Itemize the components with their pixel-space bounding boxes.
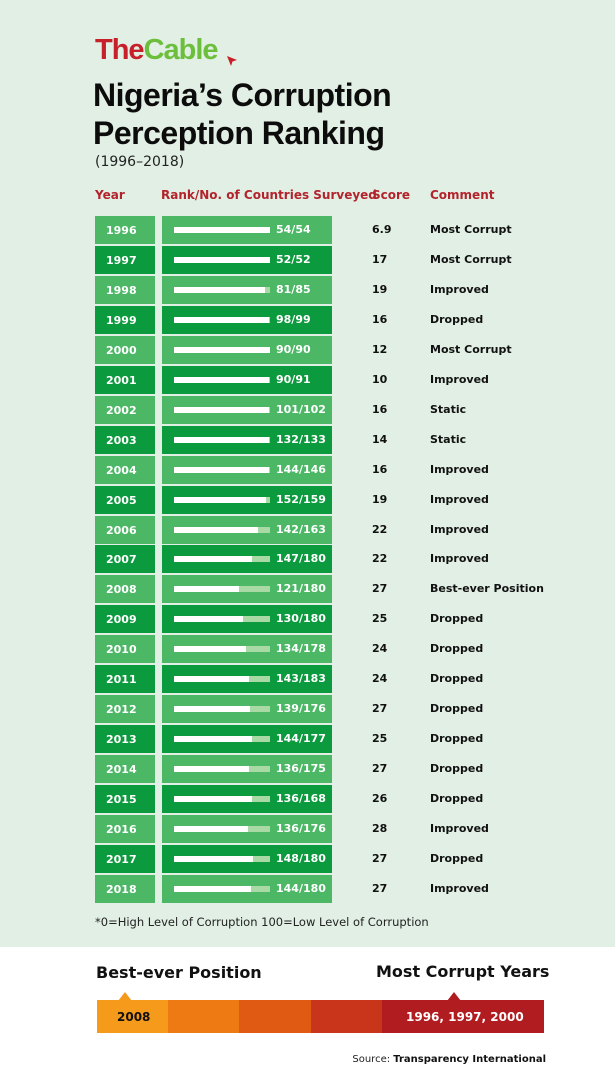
rank-cell bbox=[162, 725, 332, 753]
page-title-line2: Perception Ranking bbox=[93, 115, 385, 151]
year-cell: 2017 bbox=[95, 845, 155, 873]
rank-bar bbox=[174, 766, 249, 772]
rank-bar-track bbox=[174, 646, 270, 652]
year-cell: 2010 bbox=[95, 635, 155, 663]
score-cell: 25 bbox=[372, 612, 388, 625]
rank-cell bbox=[162, 875, 332, 903]
score-cell: 14 bbox=[372, 433, 388, 446]
rank-cell bbox=[162, 665, 332, 693]
year-cell: 2005 bbox=[95, 486, 155, 514]
year-cell: 2013 bbox=[95, 725, 155, 753]
comment-cell: Static bbox=[430, 433, 467, 446]
cursor-arrow-icon bbox=[226, 55, 238, 67]
score-cell: 27 bbox=[372, 852, 388, 865]
rank-bar-track bbox=[174, 886, 270, 892]
comment-cell: Dropped bbox=[430, 612, 484, 625]
year-cell: 2011 bbox=[95, 665, 155, 693]
score-cell: 28 bbox=[372, 822, 388, 835]
comment-cell: Dropped bbox=[430, 792, 484, 805]
score-cell: 16 bbox=[372, 313, 388, 326]
rank-cell bbox=[162, 426, 332, 454]
rank-label: 98/99 bbox=[276, 313, 311, 326]
source-credit bbox=[352, 1054, 546, 1065]
score-cell: 6.9 bbox=[372, 223, 392, 236]
rank-bar-track bbox=[174, 257, 270, 263]
comment-cell: Improved bbox=[430, 493, 489, 506]
comment-cell: Improved bbox=[430, 283, 489, 296]
rank-label: 139/176 bbox=[276, 702, 326, 715]
rank-label: 90/91 bbox=[276, 373, 311, 386]
rank-bar bbox=[174, 796, 252, 802]
rank-cell bbox=[162, 486, 332, 514]
rank-bar bbox=[174, 826, 248, 832]
rank-bar bbox=[174, 856, 253, 862]
rank-label: 148/180 bbox=[276, 852, 326, 865]
rank-cell bbox=[162, 785, 332, 813]
year-cell: 1997 bbox=[95, 246, 155, 274]
rank-label: 144/177 bbox=[276, 732, 326, 745]
source-name: Transparency International bbox=[393, 1054, 546, 1065]
rank-cell bbox=[162, 456, 332, 484]
rank-cell bbox=[162, 755, 332, 783]
rank-bar-track bbox=[174, 527, 270, 533]
rank-cell bbox=[162, 276, 332, 304]
rank-bar bbox=[174, 676, 249, 682]
rank-cell bbox=[162, 815, 332, 843]
rank-label: 81/85 bbox=[276, 283, 311, 296]
rank-label: 142/163 bbox=[276, 523, 326, 536]
rank-label: 54/54 bbox=[276, 223, 311, 236]
score-cell: 27 bbox=[372, 762, 388, 775]
rank-bar bbox=[174, 437, 269, 443]
comment-cell: Dropped bbox=[430, 732, 484, 745]
footnote: *0=High Level of Corruption 100=Low Level of Corruption bbox=[95, 915, 429, 929]
comment-cell: Dropped bbox=[430, 672, 484, 685]
rank-cell bbox=[162, 575, 332, 603]
page-subtitle: (1996–2018) bbox=[95, 154, 185, 170]
year-cell: 2004 bbox=[95, 456, 155, 484]
rank-bar-track bbox=[174, 556, 270, 562]
year-cell: 2018 bbox=[95, 875, 155, 903]
source-prefix: Source: bbox=[352, 1054, 394, 1065]
rank-cell bbox=[162, 605, 332, 633]
rank-label: 136/176 bbox=[276, 822, 326, 835]
rank-cell bbox=[162, 306, 332, 334]
rank-bar-track bbox=[174, 497, 270, 503]
rank-label: 52/52 bbox=[276, 253, 311, 266]
year-cell: 2007 bbox=[95, 545, 155, 573]
rank-bar-track bbox=[174, 616, 270, 622]
legend-worst-value: 1996, 1997, 2000 bbox=[406, 1010, 524, 1024]
rank-bar-track bbox=[174, 736, 270, 742]
rank-bar-track bbox=[174, 856, 270, 862]
score-cell: 27 bbox=[372, 882, 388, 895]
rank-bar bbox=[174, 497, 266, 503]
header-comment: Comment bbox=[430, 188, 495, 202]
comment-cell: Most Corrupt bbox=[430, 343, 512, 356]
year-cell: 1996 bbox=[95, 216, 155, 244]
rank-label: 134/178 bbox=[276, 642, 326, 655]
rank-label: 121/180 bbox=[276, 582, 326, 595]
rank-bar-track bbox=[174, 826, 270, 832]
year-cell: 2001 bbox=[95, 366, 155, 394]
rank-label: 147/180 bbox=[276, 552, 326, 565]
rank-label: 144/180 bbox=[276, 882, 326, 895]
comment-cell: Improved bbox=[430, 523, 489, 536]
rank-label: 136/168 bbox=[276, 792, 326, 805]
rank-bar-track bbox=[174, 676, 270, 682]
rank-bar bbox=[174, 646, 246, 652]
rank-bar bbox=[174, 377, 269, 383]
rank-label: 143/183 bbox=[276, 672, 326, 685]
rank-bar-track bbox=[174, 287, 270, 293]
comment-cell: Improved bbox=[430, 822, 489, 835]
comment-cell: Dropped bbox=[430, 762, 484, 775]
score-cell: 27 bbox=[372, 582, 388, 595]
rank-cell bbox=[162, 516, 332, 544]
year-cell: 2000 bbox=[95, 336, 155, 364]
comment-cell: Static bbox=[430, 403, 467, 416]
year-cell: 2015 bbox=[95, 785, 155, 813]
score-cell: 17 bbox=[372, 253, 388, 266]
rank-label: 144/146 bbox=[276, 463, 326, 476]
year-cell: 2006 bbox=[95, 516, 155, 544]
rank-bar bbox=[174, 736, 252, 742]
score-cell: 19 bbox=[372, 283, 388, 296]
year-cell: 2014 bbox=[95, 755, 155, 783]
rank-cell bbox=[162, 695, 332, 723]
rank-cell bbox=[162, 635, 332, 663]
rank-bar-track bbox=[174, 377, 270, 383]
rank-label: 152/159 bbox=[276, 493, 326, 506]
year-cell: 1998 bbox=[95, 276, 155, 304]
comment-cell: Best-ever Position bbox=[430, 582, 544, 595]
rank-bar bbox=[174, 287, 265, 293]
rank-cell bbox=[162, 216, 332, 244]
brand-logo bbox=[95, 34, 218, 67]
rank-bar bbox=[174, 347, 270, 353]
year-cell: 2003 bbox=[95, 426, 155, 454]
rank-bar-track bbox=[174, 227, 270, 233]
rank-bar bbox=[174, 407, 269, 413]
rank-cell bbox=[162, 336, 332, 364]
score-cell: 22 bbox=[372, 523, 388, 536]
legend-best-value: 2008 bbox=[117, 1010, 151, 1024]
rank-cell bbox=[162, 545, 332, 573]
rank-bar bbox=[174, 227, 270, 233]
score-cell: 10 bbox=[372, 373, 388, 386]
score-cell: 24 bbox=[372, 672, 388, 685]
score-cell: 22 bbox=[372, 552, 388, 565]
rank-bar bbox=[174, 556, 252, 562]
rank-bar-track bbox=[174, 437, 270, 443]
comment-cell: Improved bbox=[430, 552, 489, 565]
brand-logo-part1: The bbox=[95, 34, 144, 66]
rank-bar-track bbox=[174, 407, 270, 413]
scale-segment-2 bbox=[168, 1000, 239, 1033]
rank-cell bbox=[162, 845, 332, 873]
comment-cell: Most Corrupt bbox=[430, 253, 512, 266]
score-cell: 19 bbox=[372, 493, 388, 506]
legend-worst-label: Most Corrupt Years bbox=[376, 962, 550, 981]
rank-cell bbox=[162, 246, 332, 274]
rank-cell bbox=[162, 396, 332, 424]
rank-bar-track bbox=[174, 317, 270, 323]
page-title-line1: Nigeria’s Corruption bbox=[93, 77, 392, 113]
rank-bar-track bbox=[174, 706, 270, 712]
header-year: Year bbox=[95, 188, 125, 202]
rank-bar-track bbox=[174, 796, 270, 802]
rank-bar-track bbox=[174, 467, 270, 473]
year-cell: 1999 bbox=[95, 306, 155, 334]
year-cell: 2009 bbox=[95, 605, 155, 633]
score-cell: 27 bbox=[372, 702, 388, 715]
header-rank: Rank/No. of Countries Surveyed bbox=[161, 188, 377, 202]
rank-label: 130/180 bbox=[276, 612, 326, 625]
rank-bar bbox=[174, 467, 269, 473]
comment-cell: Most Corrupt bbox=[430, 223, 512, 236]
rank-bar bbox=[174, 886, 251, 892]
comment-cell: Dropped bbox=[430, 702, 484, 715]
rank-bar-track bbox=[174, 586, 270, 592]
score-cell: 24 bbox=[372, 642, 388, 655]
year-cell: 2012 bbox=[95, 695, 155, 723]
rank-bar bbox=[174, 527, 258, 533]
rank-label: 136/175 bbox=[276, 762, 326, 775]
rank-bar-track bbox=[174, 347, 270, 353]
rank-cell bbox=[162, 366, 332, 394]
brand-logo-part2: Cable bbox=[143, 34, 218, 66]
scale-segment-4 bbox=[311, 1000, 382, 1033]
score-cell: 26 bbox=[372, 792, 388, 805]
comment-cell: Improved bbox=[430, 463, 489, 476]
rank-bar bbox=[174, 586, 239, 592]
year-cell: 2008 bbox=[95, 575, 155, 603]
legend-best-label: Best-ever Position bbox=[96, 963, 262, 982]
score-cell: 16 bbox=[372, 463, 388, 476]
rank-label: 132/133 bbox=[276, 433, 326, 446]
rank-bar-track bbox=[174, 766, 270, 772]
comment-cell: Dropped bbox=[430, 313, 484, 326]
rank-bar bbox=[174, 706, 250, 712]
rank-bar bbox=[174, 616, 243, 622]
score-cell: 12 bbox=[372, 343, 388, 356]
year-cell: 2002 bbox=[95, 396, 155, 424]
rank-bar bbox=[174, 317, 269, 323]
comment-cell: Improved bbox=[430, 882, 489, 895]
rank-label: 101/102 bbox=[276, 403, 326, 416]
year-cell: 2016 bbox=[95, 815, 155, 843]
rank-bar bbox=[174, 257, 270, 263]
header-score: Score bbox=[372, 188, 411, 202]
comment-cell: Dropped bbox=[430, 852, 484, 865]
comment-cell: Dropped bbox=[430, 642, 484, 655]
score-cell: 16 bbox=[372, 403, 388, 416]
scale-segment-3 bbox=[239, 1000, 311, 1033]
page-title bbox=[93, 76, 391, 152]
rank-label: 90/90 bbox=[276, 343, 311, 356]
comment-cell: Improved bbox=[430, 373, 489, 386]
score-cell: 25 bbox=[372, 732, 388, 745]
